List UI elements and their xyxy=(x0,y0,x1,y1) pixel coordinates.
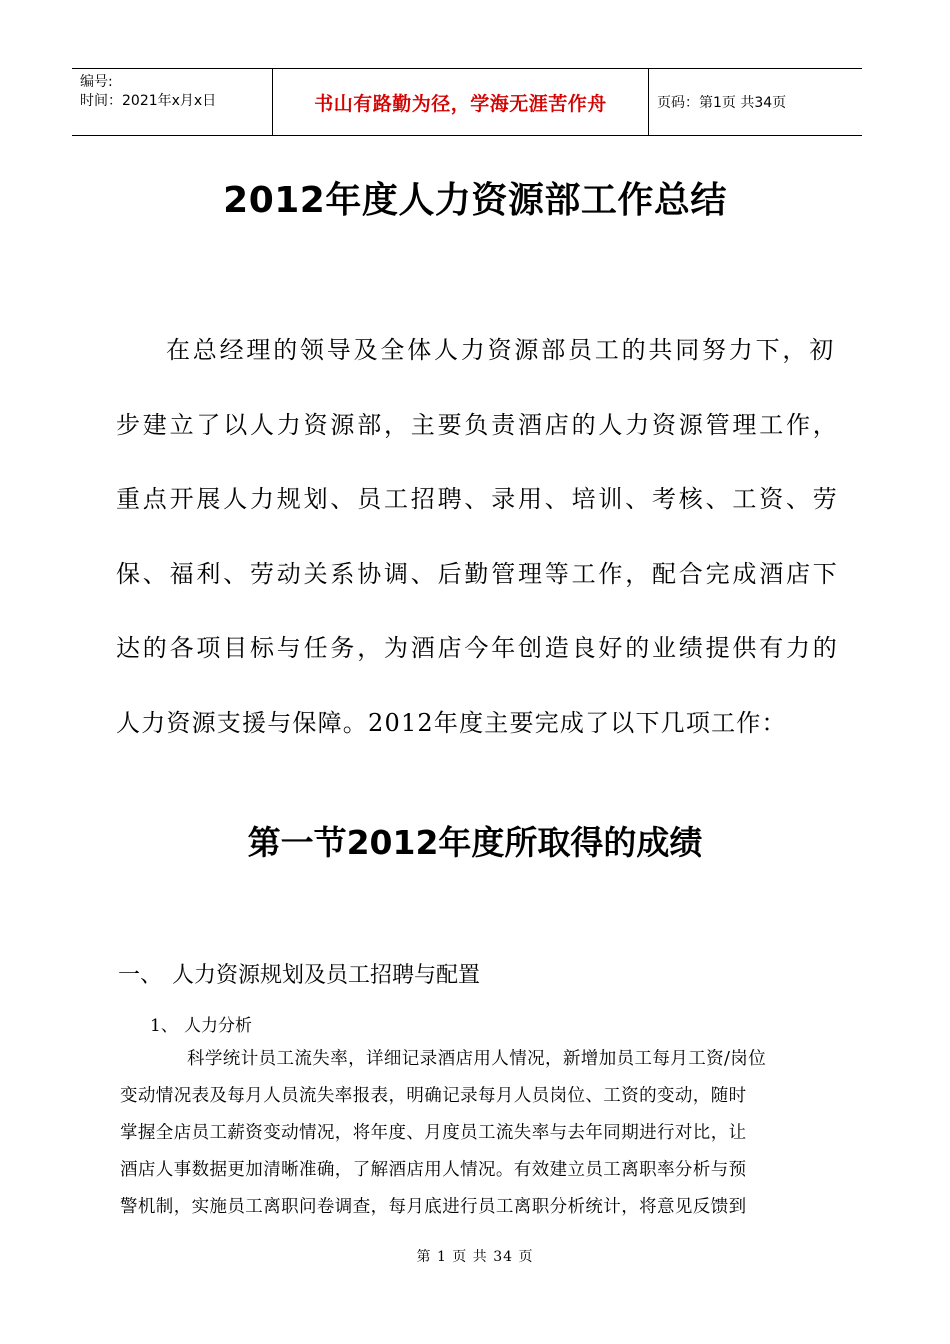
heading-level-1 xyxy=(118,958,480,989)
document-title: 2012年度人力资源部工作总结 xyxy=(223,180,727,221)
document-time-label: 时间：2021年x月x日 xyxy=(80,93,217,109)
body-line: 警机制，实施员工离职问卷调查，每月底进行员工离职分析统计，将意见反馈到 xyxy=(120,1197,747,1217)
heading-level-2-number: 1、 xyxy=(150,1016,178,1036)
heading-level-2 xyxy=(150,1011,252,1036)
intro-paragraph xyxy=(116,313,840,760)
header-page-info: 页码：第1页 共34页 xyxy=(657,95,787,111)
body-line: 酒店人事数据更加清晰准确，了解酒店用人情况。有效建立员工离职率分析与预 xyxy=(120,1160,747,1180)
header-motto: 书山有路勤为径，学海无涯苦作舟 xyxy=(273,69,649,135)
heading-level-2-text: 人力分析 xyxy=(184,1016,252,1036)
document-number-label: 编号: xyxy=(80,74,113,90)
intro-line: 重点开展人力规划、员工招聘、录用、培训、考核、工资、劳 xyxy=(116,485,840,513)
intro-line: 步建立了以人力资源部，主要负责酒店的人力资源管理工作， xyxy=(116,410,840,439)
heading-level-1-text: 人力资源规划及员工招聘与配置 xyxy=(172,963,481,988)
heading-level-1-number: 一、 xyxy=(118,963,163,988)
header-meta-cell xyxy=(72,69,273,135)
intro-line: 人力资源支援与保障。2012年度主要完成了以下几项工作： xyxy=(116,708,787,737)
body-line: 变动情况表及每月人员流失率报表，明确记录每月人员岗位、工资的变动，随时 xyxy=(120,1086,747,1106)
document-header-table xyxy=(72,68,862,136)
page-footer: 第 1 页 共 34 页 xyxy=(416,1249,534,1265)
intro-line: 保、福利、劳动关系协调、后勤管理等工作，配合完成酒店下 xyxy=(116,559,840,588)
intro-line: 在总经理的领导及全体人力资源部员工的共同努力下，初 xyxy=(166,336,836,364)
body-paragraph xyxy=(120,1041,825,1226)
section-title: 第一节2012年度所取得的成绩 xyxy=(247,823,703,862)
body-line: 掌握全店员工薪资变动情况，将年度、月度员工流失率与去年同期进行对比，让 xyxy=(120,1123,747,1143)
body-line: 科学统计员工流失率，详细记录酒店用人情况，新增加员工每月工资/岗位 xyxy=(187,1049,767,1069)
intro-line: 达的各项目标与任务，为酒店今年创造良好的业绩提供有力的 xyxy=(116,634,840,662)
